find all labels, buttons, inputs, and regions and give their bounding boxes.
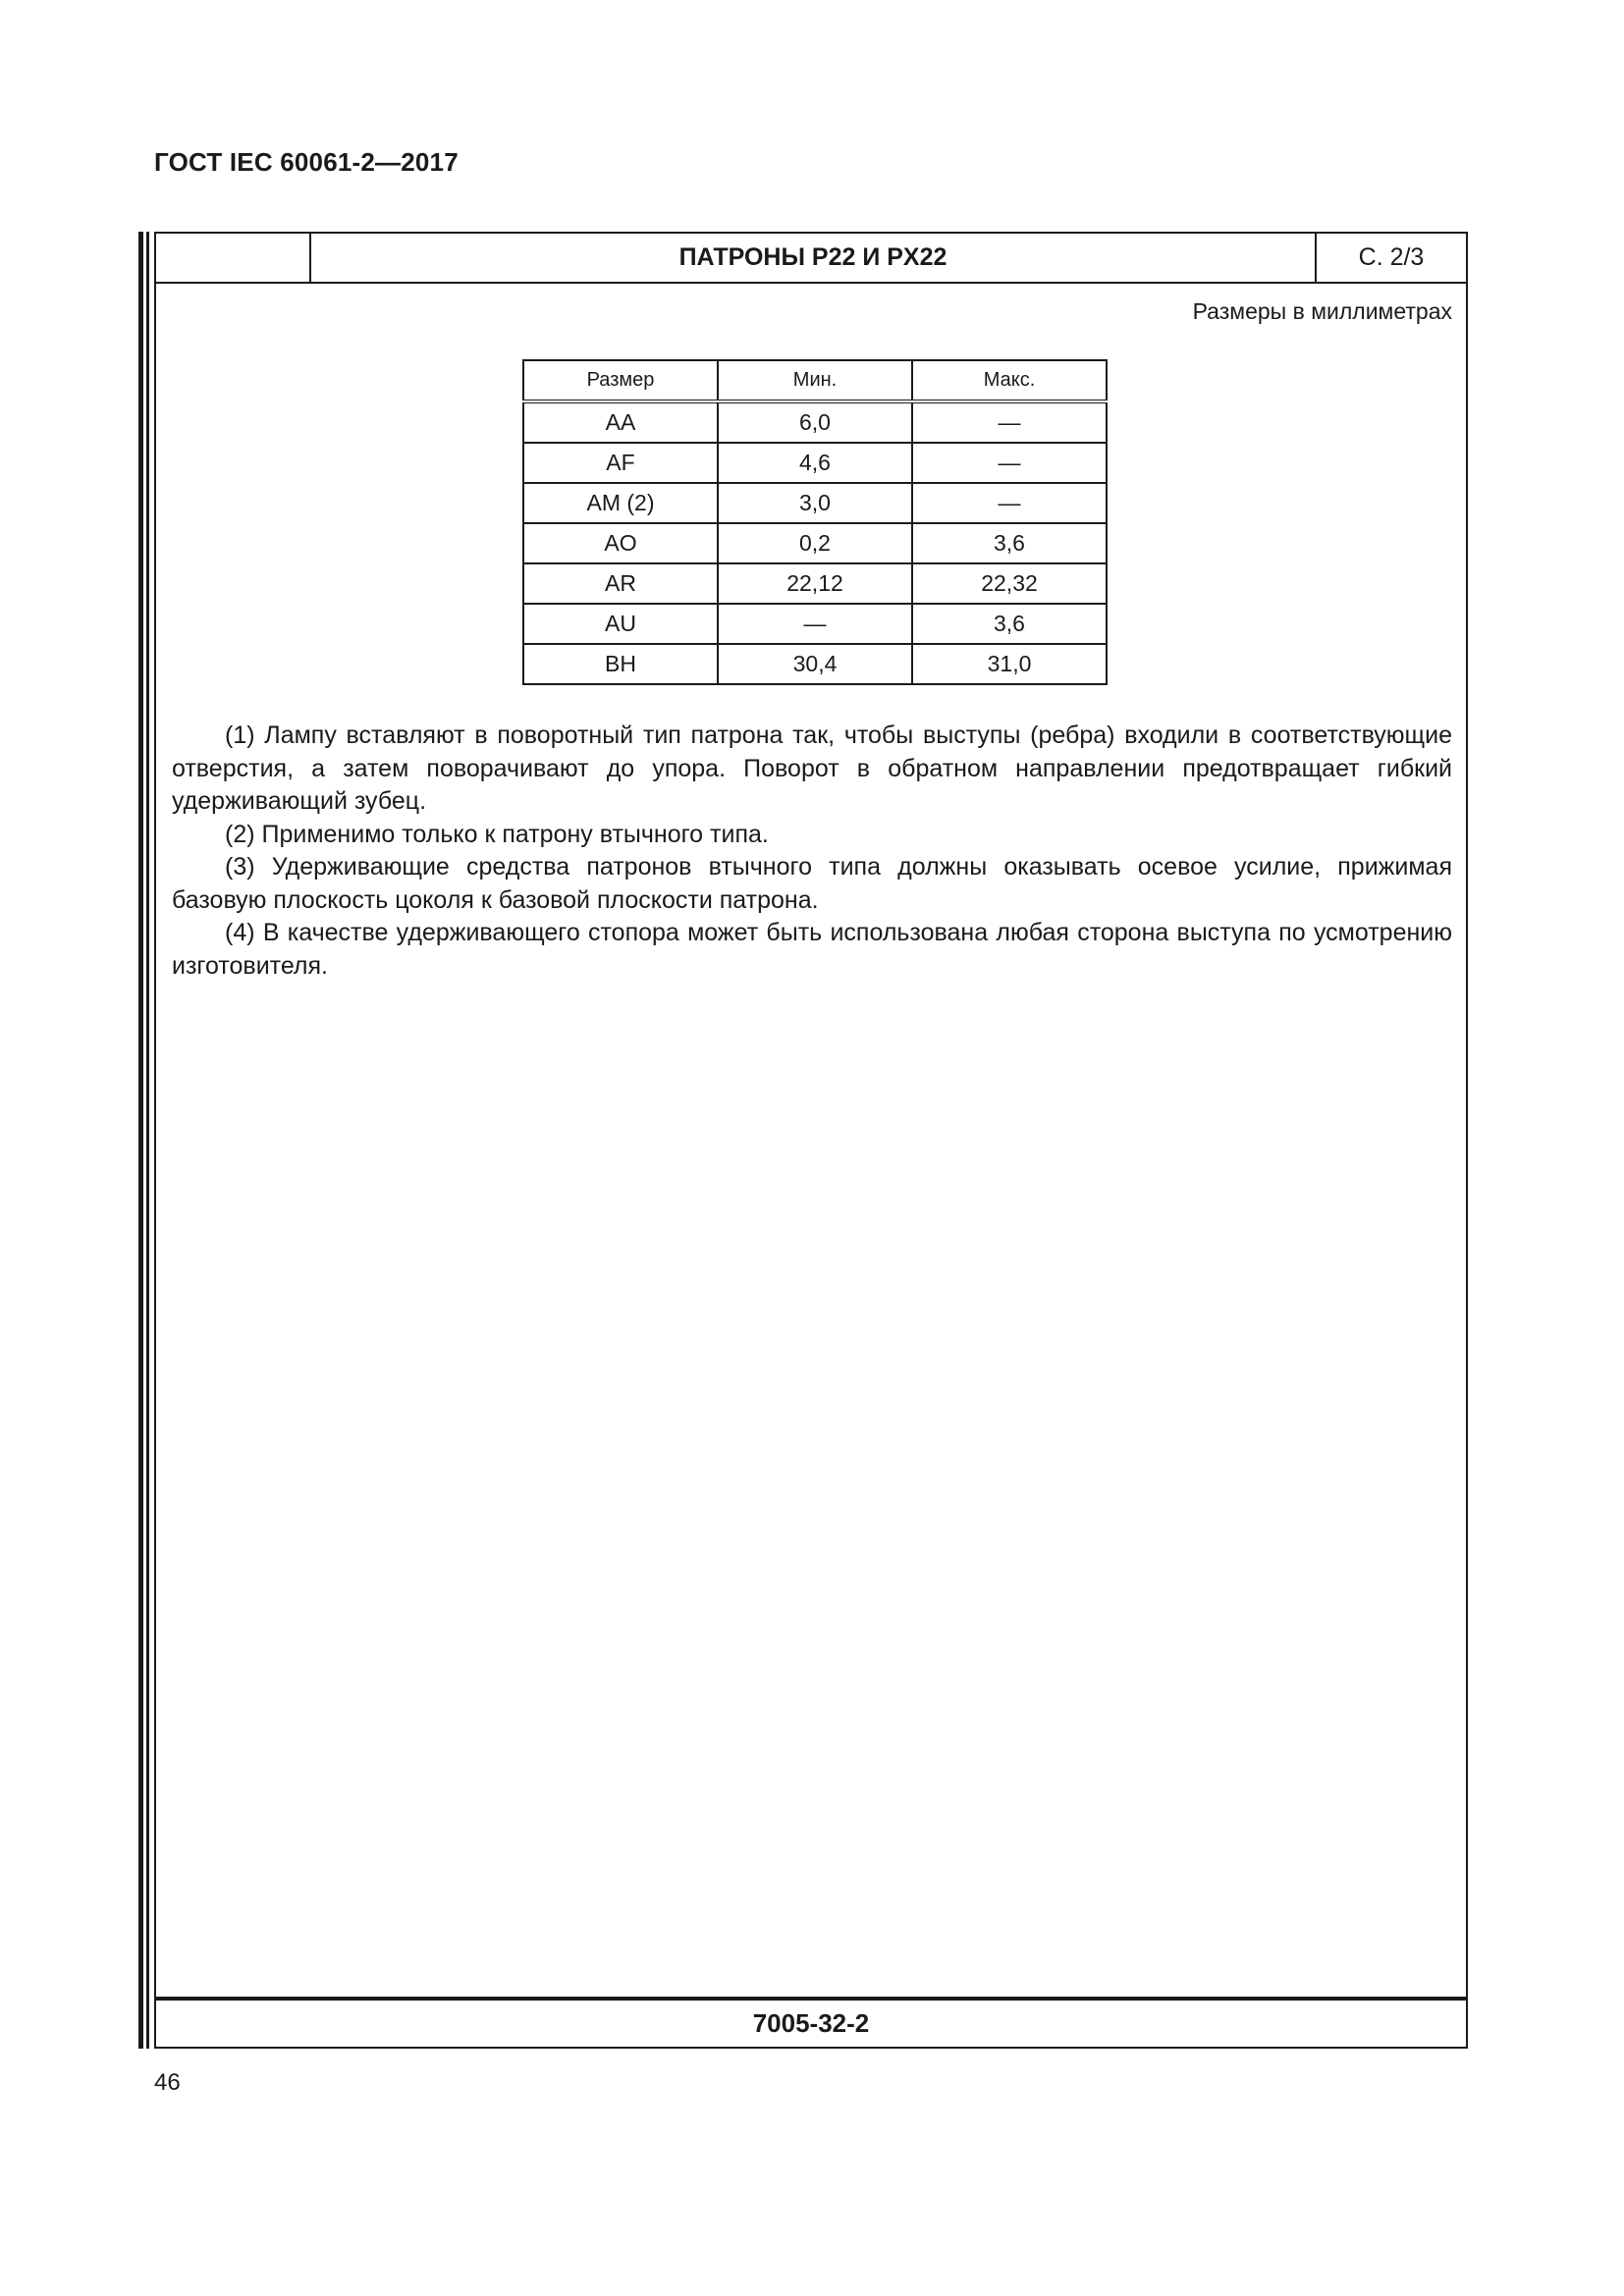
table-cell: 6,0	[718, 401, 912, 443]
sheet-number: 7005-32-2	[156, 1997, 1466, 2047]
table-header-row	[523, 360, 1107, 401]
table-row	[523, 563, 1107, 604]
table-cell: —	[912, 401, 1107, 443]
sheet-title: ПАТРОНЫ P22 И PX22	[311, 234, 1317, 282]
table-row	[523, 401, 1107, 443]
table-cell: AA	[523, 401, 718, 443]
frame-left-bar	[138, 232, 143, 2049]
frame-left-bar-inner	[146, 232, 149, 2049]
note-paragraph: (4) В качестве удерживающего стопора может быть использована любая сторона выступа по усмотрению изготовителя.	[172, 919, 1452, 980]
page-number: 46	[154, 2069, 181, 2096]
table-cell: AM (2)	[523, 483, 718, 523]
table-row	[523, 443, 1107, 483]
dimensions-table	[522, 359, 1108, 685]
table-cell: 0,2	[718, 523, 912, 563]
column-header: Макс.	[912, 360, 1107, 401]
table-cell: 3,6	[912, 523, 1107, 563]
note-paragraph: (3) Удерживающие средства патронов втычного типа должны оказывать осевое усилие, прижимая базовую плоскость цоколя к базовой плоскости патрона.	[172, 853, 1452, 914]
title-row	[156, 234, 1466, 284]
sheet-page-ref: С. 2/3	[1358, 243, 1425, 271]
units-note: Размеры в миллиметрах	[1192, 298, 1452, 324]
document-header: ГОСТ IEC 60061-2—2017	[154, 147, 459, 177]
table-cell: 22,32	[912, 563, 1107, 604]
table-cell: AF	[523, 443, 718, 483]
table-cell: 3,0	[718, 483, 912, 523]
table-row	[523, 604, 1107, 644]
sheet-frame	[154, 232, 1468, 2049]
table-cell: 3,6	[912, 604, 1107, 644]
column-header: Размер	[523, 360, 718, 401]
table-cell: AO	[523, 523, 718, 563]
notes-section	[172, 720, 1452, 983]
table-cell: 22,12	[718, 563, 912, 604]
note-paragraph: (1) Лампу вставляют в поворотный тип патрона так, чтобы выступы (ребра) входили в соответствующие отверстия, а затем поворачивают до упора. Поворот в обратном направлении предотвращает гибкий удерживающий зубец.	[172, 721, 1452, 815]
table-row	[523, 483, 1107, 523]
title-cell-empty	[156, 234, 311, 282]
table-cell: AU	[523, 604, 718, 644]
table-cell: AR	[523, 563, 718, 604]
table-cell: —	[912, 483, 1107, 523]
table-cell: 31,0	[912, 644, 1107, 684]
table-cell: 4,6	[718, 443, 912, 483]
table-cell: —	[912, 443, 1107, 483]
table-cell: 30,4	[718, 644, 912, 684]
table-cell: —	[718, 604, 912, 644]
table-row	[523, 644, 1107, 684]
table-cell: BH	[523, 644, 718, 684]
column-header: Мин.	[718, 360, 912, 401]
note-paragraph: (2) Применимо только к патрону втычного типа.	[225, 820, 769, 848]
table-row	[523, 523, 1107, 563]
